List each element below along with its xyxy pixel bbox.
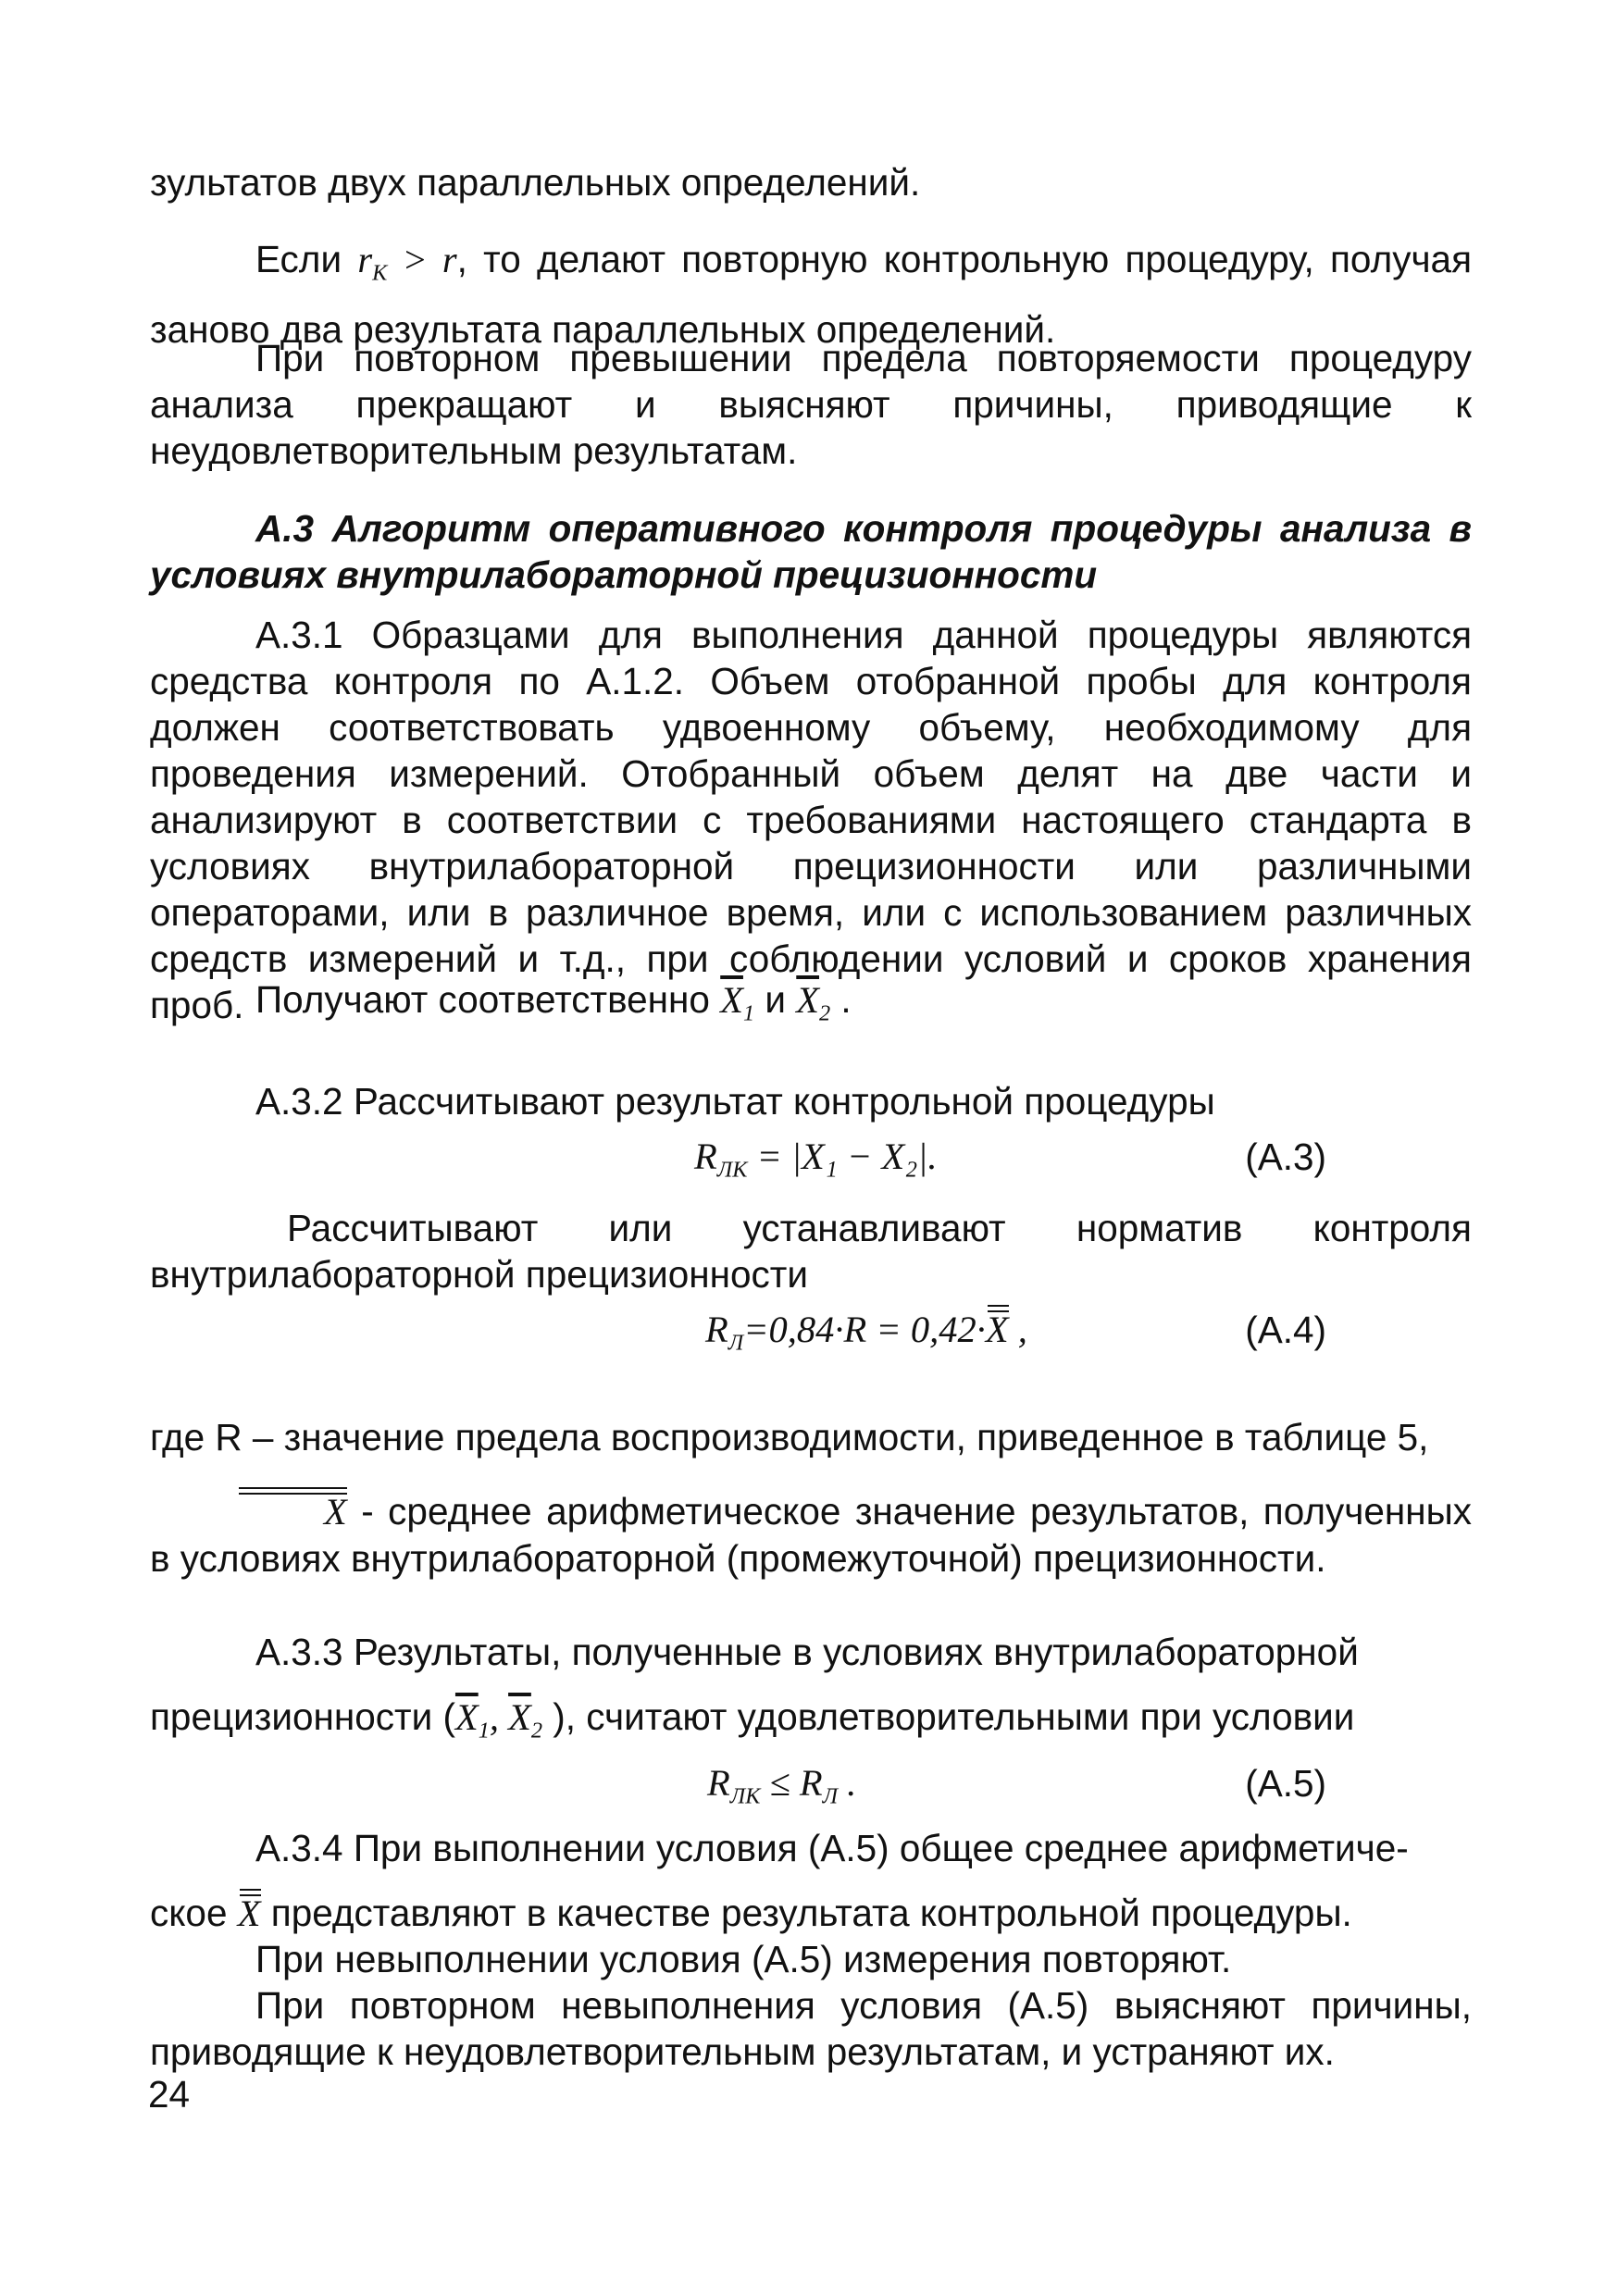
var-x: $\overline{X}$ [454,1696,479,1738]
text: Получают соответственно [255,978,710,1021]
sub-l: Л [728,1330,744,1356]
sub-k: K [372,260,388,286]
text: ское [150,1892,228,1934]
page-number: 24 [148,2073,191,2116]
punct: . [847,1762,857,1804]
sub-2: 2 [819,1000,831,1026]
paragraph-a32: А.3.2 Рассчитывают результат контрольной процедуры [255,1080,1215,1123]
text: , то делают повторную контрольную процедуру, получая заново два результата параллельных определений. [150,238,1473,351]
formula-x1-x2: $\overline{X}_1$, $\overline{X}_2$ [454,1696,542,1744]
sub-lk: ЛК [729,1783,761,1809]
var-r: R [707,1762,730,1804]
equation-number: (А.5) [1245,1762,1326,1805]
var-r: R [705,1309,728,1350]
var-x: $\overline{X}$ [508,1696,531,1738]
punct: , [1017,1309,1027,1350]
formula-rk [357,239,457,286]
var-x-double-bar: X [986,1307,1009,1353]
var-x: $\overline{X}$ [720,979,743,1021]
formula-rlk [694,1134,938,1194]
equation-a3 [150,1134,1472,1189]
formula-op: ≤ R [769,1762,823,1804]
paragraph-a34: А.3.4 При выполнении условия (А.5) общее среднее арифметиче- [255,1827,1409,1869]
sub-1: 1 [478,1718,490,1744]
formula-rl [705,1307,1027,1367]
equation-number: (А.4) [1245,1309,1326,1351]
op-gt: > [402,239,428,280]
paragraph-where-x [150,1488,1472,1582]
text: представляют в качестве результата контрольной процедуры. [270,1892,1352,1934]
sub-l: Л [822,1783,839,1809]
formula-mid: =0,84·R = 0,42· [743,1309,986,1350]
paragraph-a33: А.3.3 Результаты, полученные в условиях внутрилабораторной [255,1631,1359,1673]
text: Если [255,238,342,280]
formula-condition [707,1760,856,1820]
paragraph-fail-repeat: При повторном невыполнения условия (А.5) выясняют причины, приводящие к неудовлетворительным результатам, и устраняют их. [150,1984,1472,2073]
equation-a5 [150,1760,1472,1816]
sub-lk: ЛК [716,1157,748,1183]
text-and: и [765,978,786,1021]
section-heading-a3: А.3 Алгоритм оперативного контроля процедуры анализа в условиях внутрилабораторной прецизионности [150,507,1472,596]
paragraph-a32-norm: Рассчитывают или устанавливают норматив контроля внутрилабораторной прецизионности [150,1207,1472,1296]
paragraph-continuation: зультатов двух параллельных определений. [150,161,921,204]
equation-a4 [150,1307,1472,1362]
var-r2: r [442,239,457,280]
formula-x1 [720,979,755,1026]
formula-rhs: = |X₁ − X₂|. [756,1136,938,1177]
formula-x2 [796,979,831,1026]
paragraph-obtain: Получают соответственно $\overline{X}_1$ и $\overline{X}_2$ . [255,978,852,1026]
var-x-double-bar: X [237,1489,347,1535]
sub-2: 2 [530,1718,542,1744]
paragraph-repeat-exceed: При повторном превышении предела повторяемости процедуру анализа прекращают и выясняют причины, приводящие к неудовлетворительным результатам. [150,337,1472,472]
paragraph-a34-cont [150,1890,1472,1937]
paragraph-where-r: где R – значение предела воспроизводимости, приведенное в таблице 5, [150,1416,1429,1458]
text: ), считают удовлетворительными при условии [553,1695,1355,1738]
text: - среднее арифметическое значение результатов, полученных в условиях внутрилабораторной (промежуточной) прецизионности. [150,1490,1472,1580]
sub-1: 1 [742,1000,755,1026]
equation-number: (А.3) [1245,1136,1326,1178]
var-x-double-bar: X [238,1891,261,1937]
paragraph-a33-cond [150,1694,1472,1755]
var-r: R [694,1136,717,1177]
paragraph-fail: При невыполнении условия (А.5) измерения повторяют. [255,1938,1232,1980]
paragraph-a31: А.3.1 Образцами для выполнения данной процедуры являются средства контроля по А.1.2. Объем отобранной пробы для контроля должен соответствовать удвоенному объему, необходимому для проведения измерений. Отобранный объем делят на две части и анализируют в соответствии с требованиями настоящего стандарта в условиях внутрилабораторной прецизионности или различными операторами, или в различное время, или с использованием различных средств измерений и т.д., при соблюдении условий и сроков хранения проб. [150,614,1472,1026]
var-x: $\overline{X}$ [796,979,820,1021]
var-r: r [357,239,373,280]
text: прецизионности ( [150,1695,455,1738]
